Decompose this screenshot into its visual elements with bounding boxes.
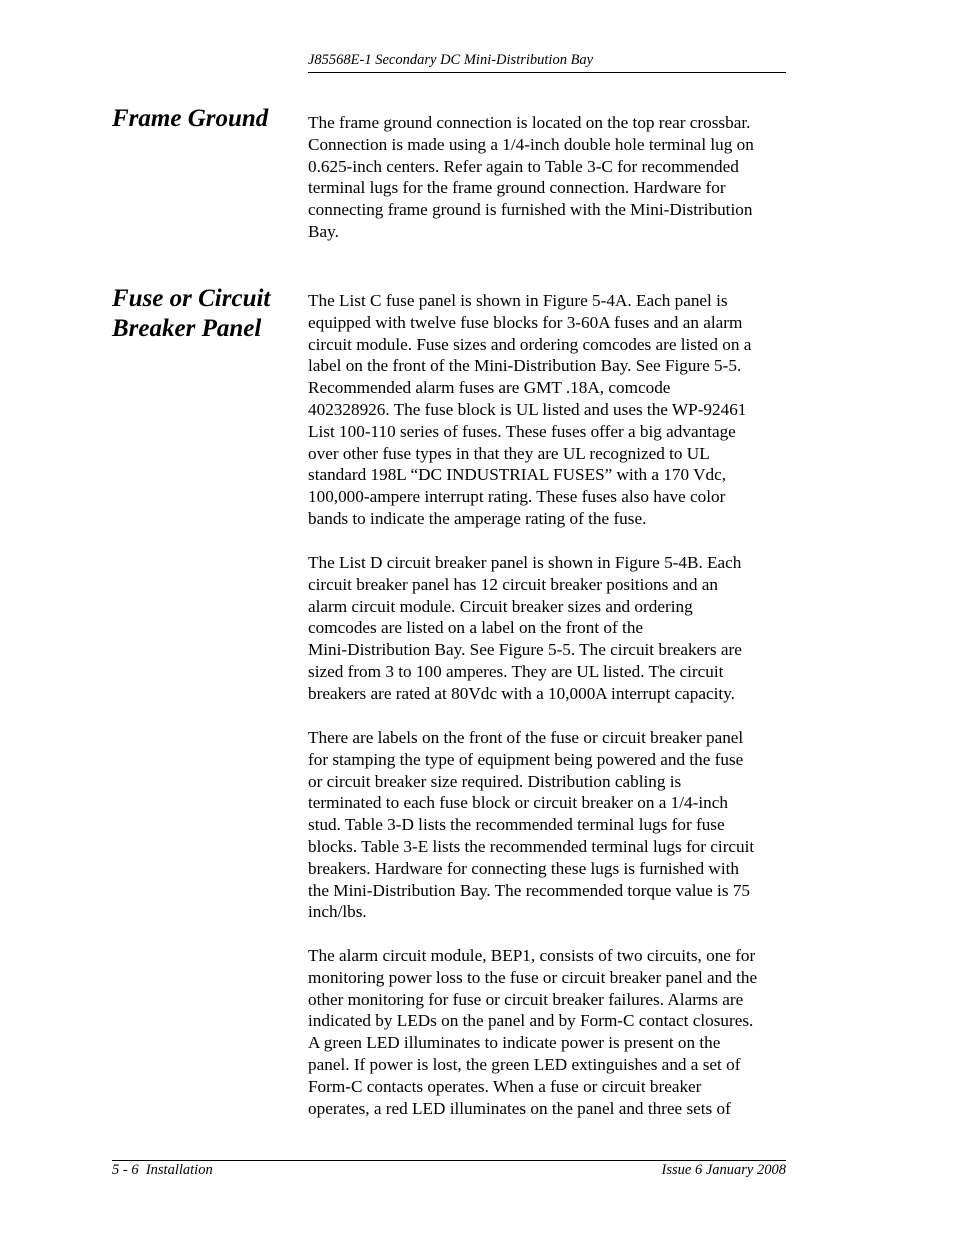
- text-line: terminal lugs for the frame ground connection. Hardware for: [308, 178, 726, 198]
- text-line: monitoring power loss to the fuse or circuit breaker panel and the: [308, 967, 758, 987]
- text-line: panel. If power is lost, the green LED extinguishes and a set of: [308, 1054, 741, 1074]
- text-line: indicated by LEDs on the panel and by Form-C contact closures.: [308, 1011, 754, 1031]
- text-line: for stamping the type of equipment being powered and the fuse: [308, 749, 744, 769]
- text-line: There are labels on the front of the fuse or circuit breaker panel: [308, 728, 744, 747]
- text-line: or circuit breaker size required. Distribution cabling is: [308, 771, 682, 791]
- text-line: over other fuse types in that they are UL recognized to UL: [308, 443, 710, 463]
- text-line: circuit module. Fuse sizes and ordering comcodes are listed on a: [308, 334, 752, 354]
- text-line: Recommended alarm fuses are GMT .18A, comcode: [308, 378, 671, 398]
- section-heading-frame-ground: [112, 104, 302, 134]
- text-line: breakers. Hardware for connecting these lugs is furnished with: [308, 858, 739, 878]
- text-line: List 100-110 series of fuses. These fuses offer a big advantage: [308, 421, 736, 441]
- heading-line: Fuse or Circuit: [112, 285, 271, 312]
- text-line: inch/lbs.: [308, 902, 367, 922]
- paragraph-alarm-circuit-module: [308, 945, 786, 1119]
- paragraph-list-c-fuse-panel: [308, 290, 786, 530]
- text-line: the Mini-Distribution Bay. The recommended torque value is 75: [308, 880, 751, 900]
- text-line: Form-C contacts operates. When a fuse or circuit breaker: [308, 1076, 702, 1096]
- footer-rule: [112, 1160, 786, 1161]
- text-line: The alarm circuit module, BEP1, consists of two circuits, one for: [308, 946, 756, 965]
- text-line: operates, a red LED illuminates on the panel and three sets of: [308, 1098, 731, 1118]
- text-line: 0.625-inch centers. Refer again to Table 3-C for recommended: [308, 156, 739, 176]
- heading-line: Frame Ground: [112, 105, 269, 132]
- text-line: label on the front of the Mini-Distribution Bay. See Figure 5-5.: [308, 356, 742, 376]
- text-line: Bay.: [308, 221, 339, 241]
- heading-line: Breaker Panel: [112, 315, 262, 342]
- text-line: The List C fuse panel is shown in Figure 5-4A. Each panel is: [308, 291, 728, 310]
- paragraph-list-d-circuit-breaker-panel: [308, 552, 786, 705]
- text-line: The List D circuit breaker panel is shown in Figure 5-4B. Each: [308, 553, 742, 572]
- text-line: terminated to each fuse block or circuit breaker on a 1/4-inch: [308, 793, 728, 813]
- text-line: equipped with twelve fuse blocks for 3-60A fuses and an alarm: [308, 312, 743, 332]
- text-line: breakers are rated at 80Vdc with a 10,000A interrupt capacity.: [308, 683, 735, 703]
- text-line: comcodes are listed on a label on the front of the: [308, 618, 644, 638]
- text-line: Connection is made using a 1/4-inch double hole terminal lug on: [308, 134, 754, 154]
- text-line: A green LED illuminates to indicate power is present on the: [308, 1033, 721, 1053]
- footer-issue-date: Issue 6 January 2008: [661, 1162, 786, 1178]
- text-line: standard 198L “DC INDUSTRIAL FUSES” with a 170 Vdc,: [308, 465, 727, 485]
- footer-page-number: 5 - 6 Installation: [112, 1162, 213, 1178]
- text-line: Mini-Distribution Bay. See Figure 5-5. The circuit breakers are: [308, 640, 742, 660]
- text-line: other monitoring for fuse or circuit breaker failures. Alarms are: [308, 989, 744, 1009]
- text-line: connecting frame ground is furnished with the Mini-Distribution: [308, 200, 753, 220]
- text-line: blocks. Table 3-E lists the recommended terminal lugs for circuit: [308, 836, 755, 856]
- text-line: stud. Table 3-D lists the recommended terminal lugs for fuse: [308, 815, 725, 835]
- text-line: sized from 3 to 100 amperes. They are UL listed. The circuit: [308, 661, 724, 681]
- text-line: 100,000-ampere interrupt rating. These fuses also have color: [308, 487, 726, 507]
- text-line: circuit breaker panel has 12 circuit breaker positions and an: [308, 574, 718, 594]
- text-line: The frame ground connection is located on the top rear crossbar.: [308, 113, 751, 132]
- text-line: bands to indicate the amperage rating of the fuse.: [308, 508, 647, 528]
- paragraph-panel-labels: [308, 727, 786, 923]
- header-title: J85568E-1 Secondary DC Mini-Distribution Bay: [308, 52, 594, 68]
- header-rule: [308, 72, 786, 73]
- paragraph-frame-ground: [308, 112, 786, 243]
- text-line: alarm circuit module. Circuit breaker sizes and ordering: [308, 596, 693, 616]
- text-line: 402328926. The fuse block is UL listed and uses the WP-92461: [308, 399, 747, 419]
- section-heading-fuse-or-circuit-breaker-panel: [112, 284, 302, 344]
